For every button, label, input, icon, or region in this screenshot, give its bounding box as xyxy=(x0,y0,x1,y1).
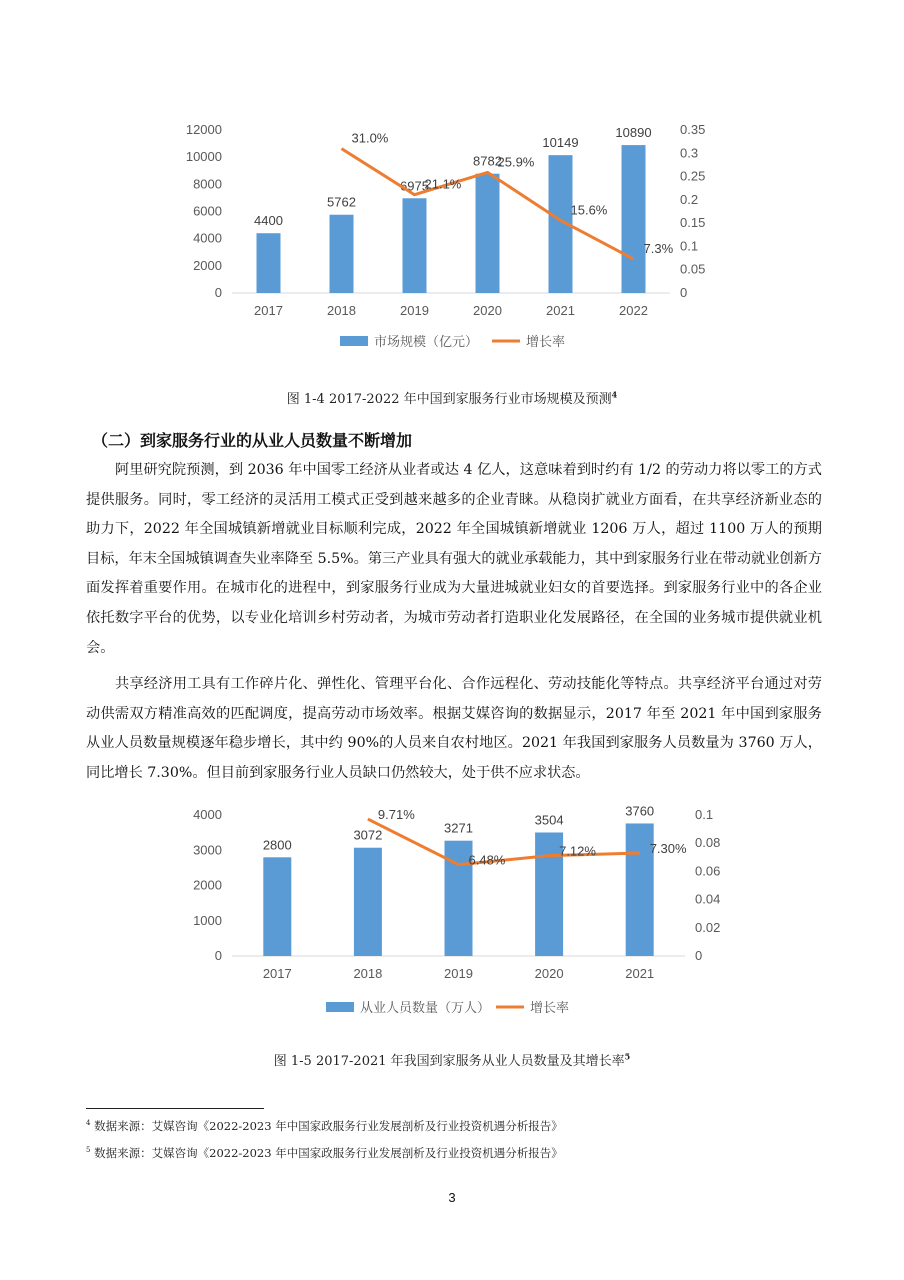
right-axis-tick: 0.04 xyxy=(695,891,721,907)
bar xyxy=(476,174,500,293)
footnote-5: $^5$ 数据来源：艾媒咨询《2022-2023 年中国家政服务行业发展剖析及行业投资机遇分析报告》 xyxy=(86,1146,563,1160)
right-axis-tick: 0.35 xyxy=(680,122,706,137)
left-axis-tick: 6000 xyxy=(193,203,222,219)
right-axis-tick: 0.02 xyxy=(695,919,721,935)
right-axis-tick: 0.05 xyxy=(680,261,706,277)
left-axis-tick: 0 xyxy=(214,948,222,963)
legend-line-label: 增长率 xyxy=(530,1001,570,1016)
legend-bar-swatch xyxy=(340,336,368,346)
footnote-divider xyxy=(86,1108,264,1109)
left-axis-tick: 4000 xyxy=(193,230,222,246)
growth-rate-label: 21.1% xyxy=(424,176,462,192)
x-axis-tick: 2019 xyxy=(444,966,473,981)
left-axis-tick: 4000 xyxy=(193,807,222,822)
x-axis-tick: 2021 xyxy=(546,303,575,318)
left-axis-tick: 1000 xyxy=(193,912,222,928)
right-axis-tick: 0.08 xyxy=(695,835,721,851)
right-axis-tick: 0.1 xyxy=(695,807,714,822)
right-axis-tick: 0.1 xyxy=(680,238,699,254)
growth-rate-label: 7.3% xyxy=(643,241,674,257)
left-axis-tick: 2000 xyxy=(193,257,222,273)
right-axis-tick: 0.25 xyxy=(680,168,706,184)
x-axis-tick: 2018 xyxy=(353,966,383,981)
right-axis-tick: 0.2 xyxy=(680,191,699,207)
bar-value-label: 10890 xyxy=(615,125,652,141)
paragraph-2: 共享经济用工具有工作碎片化、弹性化、管理平台化、合作远程化、劳动技能化等特点。共享经济平台通过对劳动供需双方精准高效的匹配调度，提高劳动市场效率。根据艾媒咨询的数据显示，2017 年至 2021 年中国到家服务从业人员数量规模逐年稳步增长，其中约 90%的人员来自农村地区。2021 年我国到家服务人员数量为 3760 万人，同比增长 7.30%。但目前到家服务行业人员缺口仍然较大，处于供不应求状态。 xyxy=(86,676,822,781)
left-axis-tick: 10000 xyxy=(185,149,222,165)
right-axis-tick: 0.3 xyxy=(680,145,699,161)
right-axis-tick: 0 xyxy=(695,948,703,963)
figure-1-caption: 图 1-4 2017-2022 年中国到家服务行业市场规模及预测$^4$ xyxy=(286,389,618,407)
growth-rate-label: 6.48% xyxy=(468,852,506,868)
growth-rate-label: 9.71% xyxy=(377,807,415,823)
right-axis-tick: 0.15 xyxy=(680,215,706,231)
workforce-chart xyxy=(180,795,740,1025)
bar-value-label: 3271 xyxy=(444,820,473,836)
x-axis-tick: 2022 xyxy=(619,303,648,318)
page-number: 3 xyxy=(448,1190,456,1205)
section-heading: （二）到家服务行业的从业人员数量不断增加 xyxy=(92,431,413,450)
legend-bar-swatch xyxy=(326,1002,354,1012)
bar-value-label: 3504 xyxy=(534,812,564,828)
bar-value-label: 8782 xyxy=(473,153,502,169)
x-axis-tick: 2020 xyxy=(473,303,502,318)
bar xyxy=(263,857,291,956)
market-size-chart xyxy=(180,112,740,362)
left-axis-tick: 8000 xyxy=(193,176,222,192)
bar xyxy=(403,198,427,293)
figure-2-caption: 图 1-5 2017-2021 年我国到家服务从业人员数量及其增长率$^5$ xyxy=(273,1051,631,1069)
legend-bar-label: 从业人员数量（万人） xyxy=(360,1001,491,1016)
bar xyxy=(622,145,646,293)
left-axis-tick: 2000 xyxy=(193,877,222,893)
paragraph-1: 阿里研究院预测，到 2036 年中国零工经济从业者或达 4 亿人，这意味着到时约有 1/2 的劳动力将以零工的方式提供服务。同时，零工经济的灵活用工模式正受到越来越多的企业青睐。从稳岗扩就业方面看，在共享经济新业态的助力下，2022 年全国城镇新增就业目标顺利完成，2022 年全国城镇新增就业 1206 万人，超过 1100 万人的预期目标，年末全国城镇调查失业率降至 5.5%。第三产业具有强大的就业承载能力，其中到家服务行业在带动就业创新方面发挥着重要作用。在城市化的进程中，到家服务行业成为大量进城就业妇女的首要选择。到家服务行业中的各企业依托数字平台的优势，以专业化培训乡村劳动者，为城市劳动者打造职业化发展路径，在全国的业务城市提供就业机会。 xyxy=(86,462,822,656)
bar-value-label: 10149 xyxy=(542,135,579,151)
right-axis-tick: 0 xyxy=(680,285,688,300)
growth-rate-label: 7.12% xyxy=(559,843,596,859)
bar-value-label: 3072 xyxy=(353,827,383,843)
growth-rate-label: 31.0% xyxy=(351,130,389,146)
x-axis-tick: 2021 xyxy=(625,966,655,981)
growth-rate-label: 15.6% xyxy=(570,202,608,218)
x-axis-tick: 2019 xyxy=(400,303,429,318)
bar-value-label: 2800 xyxy=(262,837,292,853)
legend-line-label: 增长率 xyxy=(526,335,566,350)
bar xyxy=(330,215,354,293)
growth-rate-label: 7.30% xyxy=(649,841,687,857)
bar-value-label: 4400 xyxy=(254,213,283,229)
left-axis-tick: 0 xyxy=(214,285,222,300)
right-axis-tick: 0.06 xyxy=(695,863,721,879)
left-axis-tick: 3000 xyxy=(193,842,222,858)
bar-value-label: 6975 xyxy=(400,178,429,194)
growth-rate-label: 25.9% xyxy=(497,154,535,170)
x-axis-tick: 2017 xyxy=(254,303,283,318)
x-axis-tick: 2017 xyxy=(262,966,292,981)
x-axis-tick: 2020 xyxy=(534,966,564,981)
bar xyxy=(257,233,281,293)
x-axis-tick: 2018 xyxy=(327,303,356,318)
bar-value-label: 5762 xyxy=(327,194,356,210)
legend-bar-label: 市场规模（亿元） xyxy=(374,335,479,350)
left-axis-tick: 12000 xyxy=(185,122,222,137)
bar-value-label: 3760 xyxy=(625,803,655,819)
footnote-4: $^4$ 数据来源：艾媒咨询《2022-2023 年中国家政服务行业发展剖析及行业投资机遇分析报告》 xyxy=(86,1119,563,1133)
bar xyxy=(354,848,382,956)
